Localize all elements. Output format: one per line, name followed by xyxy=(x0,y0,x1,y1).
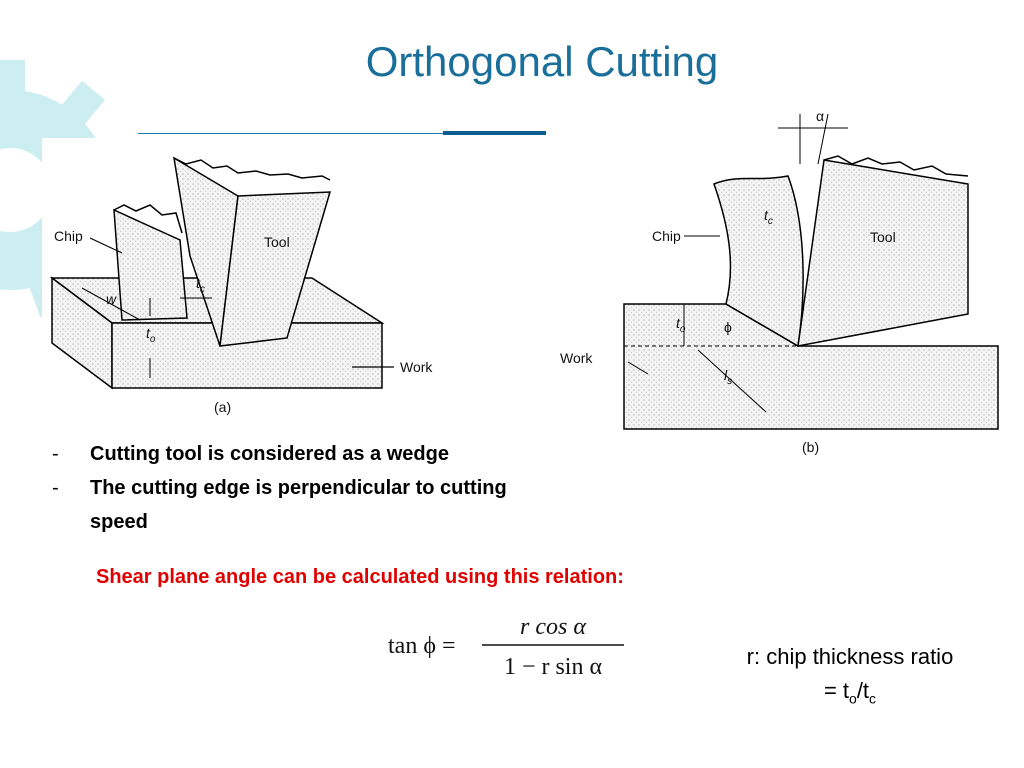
figure-a-diagram xyxy=(42,138,542,428)
fig-a-chip-label: Chip xyxy=(54,228,83,244)
bullet-dash: - xyxy=(52,443,59,465)
title-underline-accent xyxy=(443,131,546,135)
page-title: Orthogonal Cutting xyxy=(365,38,719,85)
fig-b-tool-label: Tool xyxy=(870,229,896,245)
shear-angle-formula xyxy=(388,608,628,682)
fig-b-chip-label: Chip xyxy=(652,228,681,244)
fig-b-work-label: Work xyxy=(560,350,593,366)
note-line-1: r: chip thickness ratio xyxy=(746,644,954,669)
fig-a-w-label: w xyxy=(106,291,117,307)
fig-b-to-label: $t_o$ xyxy=(676,315,686,335)
note-line-2: = $t_o/t_c$ xyxy=(823,678,877,707)
formula-denominator: 1 − r sin α xyxy=(503,654,603,680)
formula-numerator: r cos α xyxy=(520,614,586,640)
fig-a-to-label: $t_o$ xyxy=(146,325,156,345)
fig-b-ls-label: $l_s$ xyxy=(724,367,733,387)
relation-statement: Shear plane angle can be calculated using this relation: xyxy=(96,566,624,588)
figure-b-diagram xyxy=(548,104,1008,459)
fig-b-caption: (b) xyxy=(802,439,820,455)
formula-lhs: tan ϕ = xyxy=(388,633,456,659)
fig-b-tc-label: $t_c$ xyxy=(764,207,773,227)
fig-a-work-label: Work xyxy=(400,359,433,375)
fig-a-caption: (a) xyxy=(214,399,232,415)
fig-a-tool-label: Tool xyxy=(264,234,290,250)
bullet-dash: - xyxy=(52,477,59,499)
fig-b-phi-label: ϕ xyxy=(724,319,732,335)
bullet-item xyxy=(52,471,552,539)
fig-a-tc-label: $t_c$ xyxy=(196,275,205,295)
bullet-text: The cutting edge is perpendicular to cutting speed xyxy=(90,477,507,533)
bullet-item xyxy=(52,437,552,471)
fig-b-alpha-label: α xyxy=(816,108,825,124)
title-underline xyxy=(138,133,443,134)
chip-ratio-note xyxy=(700,640,1000,715)
bullet-text: Cutting tool is considered as a wedge xyxy=(90,443,449,465)
bullet-list xyxy=(52,437,552,539)
